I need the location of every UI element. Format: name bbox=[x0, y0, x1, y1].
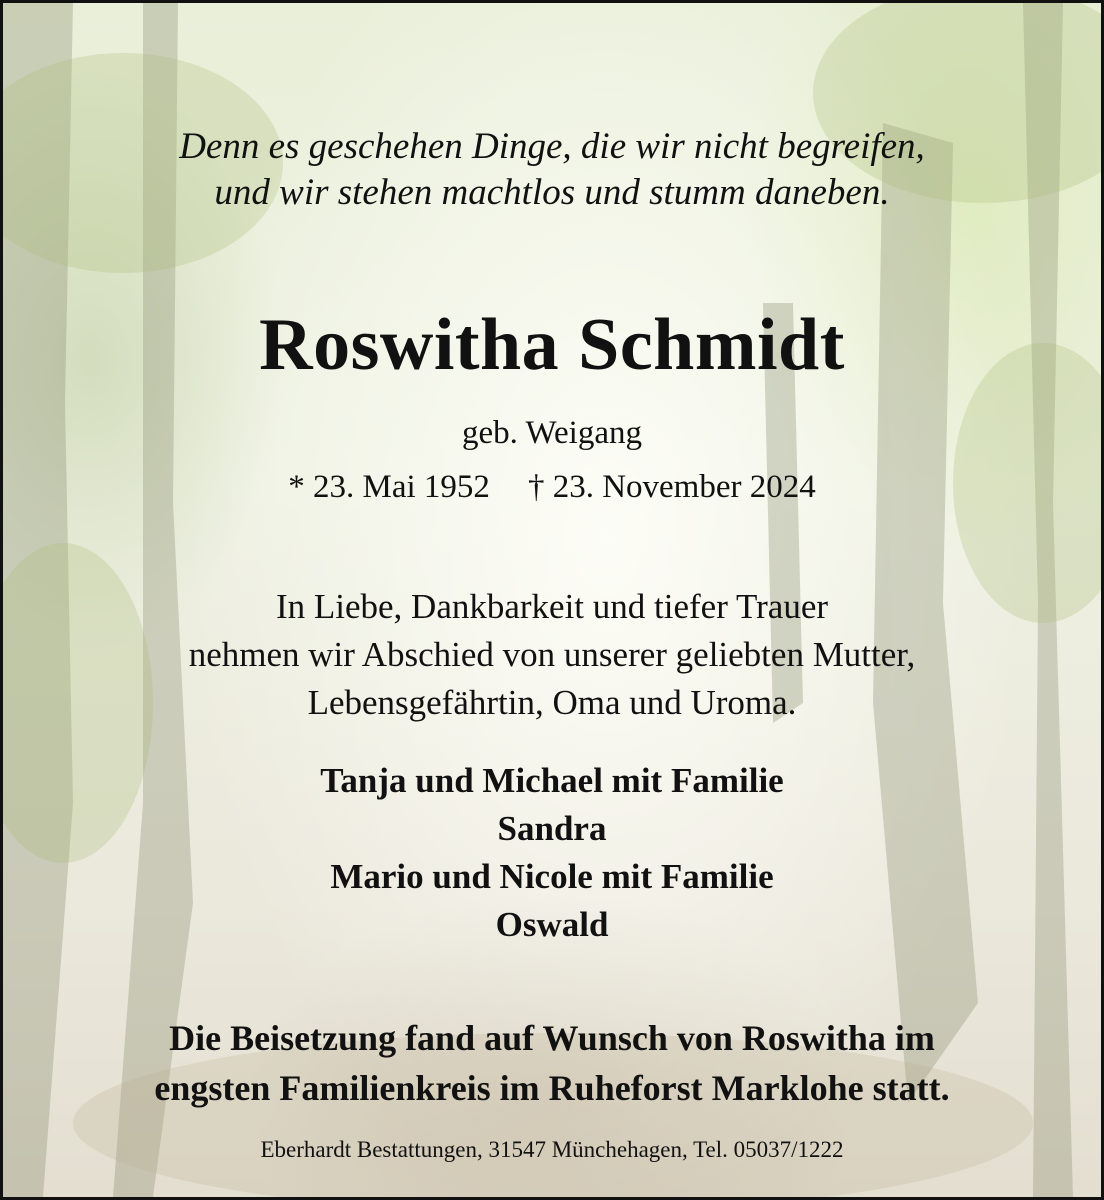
mourner-1: Tanja und Michael mit Familie bbox=[320, 761, 784, 800]
message-line-3: Lebensgefährtin, Oma und Uroma. bbox=[307, 683, 797, 722]
message-line-2: nehmen wir Abschied von unserer geliebten Mutter, bbox=[188, 635, 916, 674]
burial-line-2: engsten Familienkreis im Ruheforst Marklohe statt. bbox=[154, 1068, 950, 1108]
deceased-name: Roswitha Schmidt bbox=[259, 304, 845, 386]
maiden-name: geb. Weigang bbox=[461, 415, 643, 451]
life-dates bbox=[3, 469, 1101, 506]
birth-date: * 23. Mai 1952 bbox=[288, 469, 490, 505]
undertaker-info: Eberhardt Bestattungen, 31547 Münchehagen, Tel. 05037/1222 bbox=[260, 1137, 844, 1162]
death-date: † 23. November 2024 bbox=[527, 469, 816, 505]
burial-line-1: Die Beisetzung fand auf Wunsch von Roswitha im bbox=[169, 1018, 935, 1058]
quote-line-1: Denn es geschehen Dinge, die wir nicht begreifen, bbox=[179, 126, 925, 167]
mourner-2: Sandra bbox=[497, 809, 607, 848]
mourner-4: Oswald bbox=[495, 905, 609, 944]
message-line-1: In Liebe, Dankbarkeit und tiefer Trauer bbox=[275, 587, 829, 626]
quote-line-2: und wir stehen machtlos und stumm daneben. bbox=[214, 172, 890, 213]
mourner-3: Mario und Nicole mit Familie bbox=[330, 857, 774, 896]
